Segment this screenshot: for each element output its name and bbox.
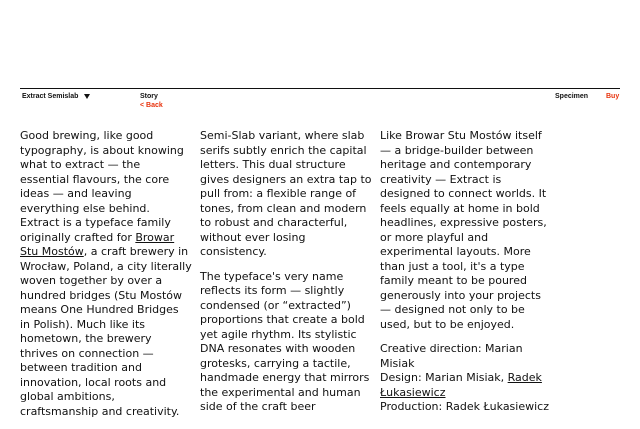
caret-down-icon <box>84 94 90 99</box>
credits <box>380 342 552 415</box>
story-paragraph: Like Browar Stu Mostów itself — a bridge-builder between heritage and contemporary creativity — Extract is designed to connect worlds. It feels equally at home in bold headlines, expressive posters, or more playful and experimental layouts. More than just a tool, it's a type family meant to be poured generously into your projects — designed not only to be used, but to be enjoyed. <box>380 129 547 331</box>
story-text: , a craft brewery in Wrocław, Poland, a city literally woven together by over a hundred bridges (Stu Mostów means One Hundred Bridges in Polish). Much like its hometown, the brewery thrives on connection — between tradition and innovation, local roots and global ambitions, craftsmanship and creativity. <box>20 245 192 418</box>
top-navigation <box>20 88 620 111</box>
story-paragraph: Semi-Slab variant, where slab serifs subtly enrich the capital letters. This dual structure gives designers an extra tap to pull from: a flexible range of tones, from clean and modern to robust and characterful, without ever losing consistency. <box>200 129 372 258</box>
story-column-3 <box>380 129 552 415</box>
credit-design-text: Design: Marian Misiak, <box>380 371 508 384</box>
font-selector-dropdown[interactable] <box>22 92 90 101</box>
credit-design <box>380 371 552 400</box>
designer-link[interactable]: Radek Łukasiewicz <box>380 371 542 399</box>
credit-production: Production: Radek Łukasiewicz <box>380 400 549 413</box>
brewery-link[interactable]: Browar Stu Mostów <box>20 230 175 258</box>
story-paragraph: The typeface's very name reflects its form — slightly condensed (or “extracted”) proportions that create a bold yet agile rhythm. Its stylistic DNA resonates with wooden grotesks, carrying a tactile, handmade energy that mirrors the experimental and human side of the craft beer <box>200 269 370 413</box>
font-selector-label: Extract Semislab <box>22 93 79 100</box>
story-nav-link[interactable]: Story <box>140 93 158 100</box>
back-link[interactable]: < Back <box>140 102 163 109</box>
story-text: Good brewing, like good typography, is about knowing what to extract — the essential flavours, the core ideas — and leaving everything else behind. Extract is a typeface family originally crafted for <box>20 129 184 244</box>
specimen-nav-link[interactable]: Specimen <box>555 93 589 100</box>
story-column-2 <box>200 129 372 425</box>
story-column-1 <box>20 129 192 429</box>
credit-creative-direction: Creative direction: Marian Misiak <box>380 342 523 370</box>
story-paragraph <box>20 129 192 419</box>
buy-nav-link[interactable]: Buy <box>606 93 620 100</box>
